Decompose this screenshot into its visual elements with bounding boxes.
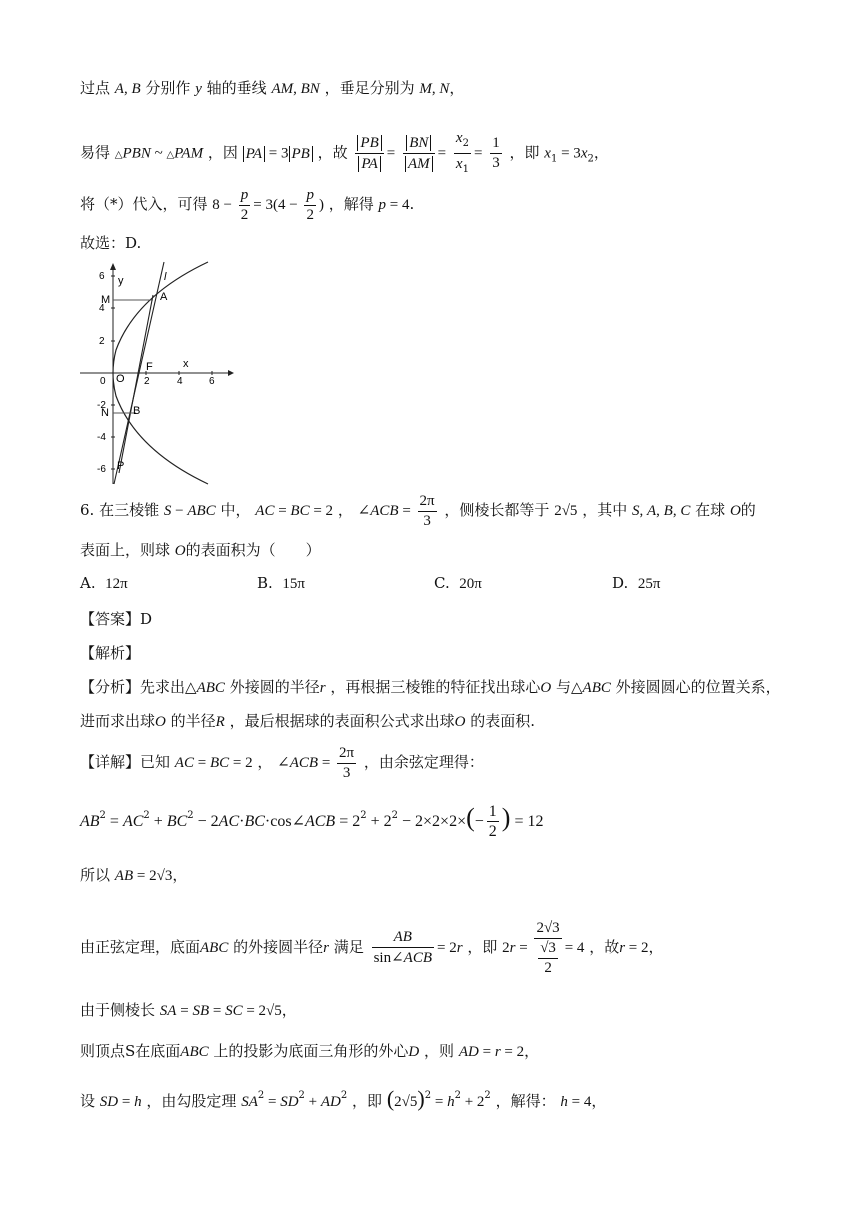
text-fragment: 的 [740, 501, 756, 519]
option-a: A. 12π [80, 574, 128, 592]
y-tick-label: -4 [97, 432, 106, 443]
y-tick-label: -2 [97, 400, 106, 411]
question-6-stem: 6. 在三棱锥 S − ABC 中， AC = BC = 2 ， ∠ACB = $\frac{2\pi}{3}$ ，侧棱长都等于 2√5 ，其中 S, A, B, C 在球 O的 [80, 492, 756, 529]
axis-label-y: y [118, 275, 124, 287]
side-length-line: 由于侧棱长 SA = SB = SC = 2√5， [80, 1001, 297, 1019]
x-tick-label: 6 [209, 376, 215, 387]
text-fragment: 将（*）代入，可得 [80, 195, 208, 213]
option-d: D. 25π [612, 574, 661, 592]
text-fragment: ，故 [317, 143, 348, 162]
text-fragment: ，侧棱长都等于 [444, 501, 550, 519]
text-line-2: 易得 △PBN ~ △PAM ，因 PA = 3 PB ，故 $\frac{PB}{PA}$ = $\frac{BN}{AM}$ = $\frac{x_2}{x_1}$ = $\frac{1}{3}$ ，即 $x_1 = 3x_2$， [80, 130, 609, 175]
text-fragment: 的表面积为（ ） [185, 541, 321, 559]
point-label-f: F [146, 361, 153, 373]
question-6-stem-line2: 表面上，则球 O的表面积为（ ） [80, 541, 321, 559]
text-fragment: 表面上，则球 [80, 541, 171, 559]
analysis-line-1: 【分析】先求出△ABC 外接圆的半径r ，再根据三棱锥的特征找出球心O 与△ABC 外接圆圆心的位置关系， [80, 678, 781, 696]
point-label-o: O [116, 373, 125, 385]
text-fragment: 中， [220, 501, 251, 519]
text-fragment: ，因 [207, 143, 238, 162]
text-fragment: 在球 [695, 501, 726, 519]
option-c: C. 20π [434, 574, 482, 592]
text-fragment: ，垂足分别为 [324, 79, 415, 97]
text-line-1: 过点 A, B 分别作 y 轴的垂线 AM, BN ，垂足分别为 M, N， [80, 79, 465, 97]
question-number: 6. [80, 501, 95, 519]
x-tick-label: 4 [177, 376, 183, 387]
y-tick-label: 6 [99, 271, 105, 282]
axis-label-x: x [183, 358, 189, 370]
answer-tag: 【答案】D [80, 610, 153, 628]
text-fragment: 在三棱锥 [99, 501, 160, 519]
analysis-line-2: 进而求出球O 的半径R ，最后根据球的表面积公式求出球O 的表面积. [80, 712, 536, 730]
text-fragment: 过点 [80, 79, 111, 97]
point-label-b: B [133, 405, 141, 417]
x-tick-label: 0 [100, 376, 106, 387]
text-fragment: ， [337, 501, 353, 519]
line-label-l: l [164, 271, 167, 283]
point-label-p: P [117, 460, 125, 472]
answer-line: 故选：D. [80, 234, 142, 252]
x-tick-label: 2 [144, 376, 150, 387]
cosine-law-equation: $AB^2 = AC^2 + BC^2$ − 2AC·BC·cos∠ACB = $2^2 + 2^2 - 2\times 2\times 2\times(-$ $\frac{1}{2}$ ) = 12 [80, 803, 544, 840]
point-label-a: A [160, 291, 168, 303]
text-fragment: 分别作 [145, 79, 191, 97]
text-fragment: ，其中 [582, 501, 628, 519]
text-line-3: 将（*）代入，可得 8 − $\frac{p}{2}$ = 3(4 − $\frac{p}{2}$ ) ，解得 p = 4. [80, 186, 415, 223]
y-tick-label: -6 [97, 464, 106, 475]
projection-line: 则顶点S在底面ABC 上的投影为底面三角形的外心D ，则 AD = r = 2， [80, 1042, 540, 1060]
point-label-n: N [101, 407, 109, 419]
y-tick-label: 2 [99, 336, 105, 347]
analysis-tag: 【解析】 [80, 644, 141, 662]
pythagoras-line: 设 SD = h ，由勾股定理 $SA^2 = SD^2 + AD^2$ ，即 $(2√5)^2 = h^2 + 2^2$ ，解得： h = 4， [80, 1086, 607, 1111]
option-b: B. 15π [257, 574, 305, 592]
sine-law-line: 由正弦定理，底面ABC 的外接圆半径r 满足 $\frac{AB}{\text{sin∠ACB}}$ = 2r ，即 2r = $\frac{2√3}{\frac{√3}{2}}$ = 4 ，故r = 2， [80, 919, 664, 976]
text-fragment: ，即 [509, 143, 540, 162]
detail-line-1: 【详解】已知 AC = BC = 2 ， ∠ACB = $\frac{2\pi}{3}$ ，由余弦定理得： [80, 744, 484, 781]
so-ab-line: 所以 AB = 2√3， [80, 866, 188, 884]
y-tick-label: 4 [99, 303, 105, 314]
text-fragment: ，解得 [328, 195, 374, 213]
text-fragment: 易得 [80, 143, 111, 162]
parabola-graph [76, 258, 236, 486]
point-label-m: M [101, 294, 111, 306]
text-fragment: 轴的垂线 [206, 79, 267, 97]
